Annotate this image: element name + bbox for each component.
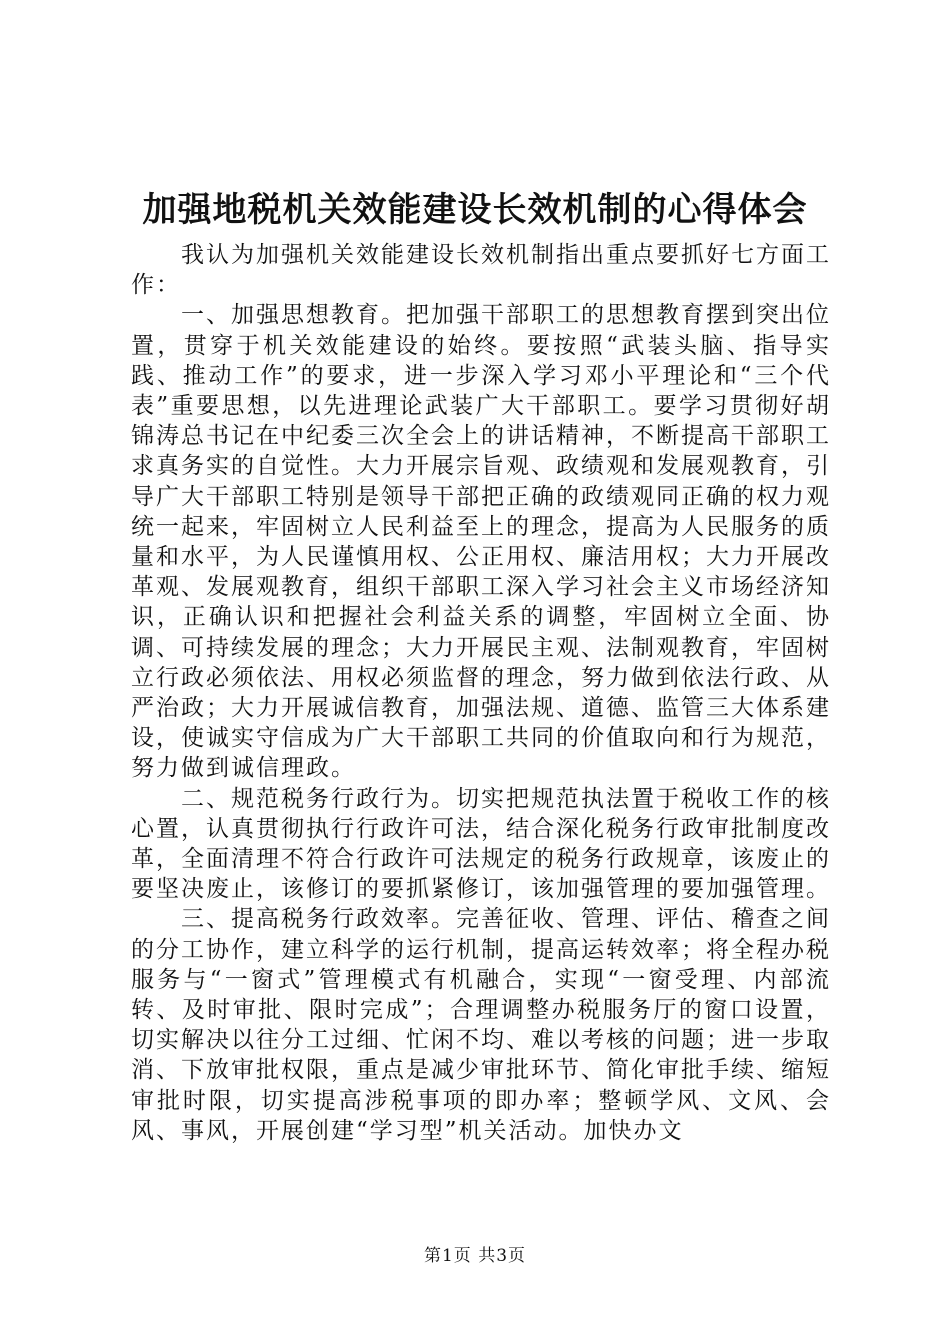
document-title: 加强地税机关效能建设长效机制的心得体会 <box>142 190 808 230</box>
paragraph-intro: 我认为加强机关效能建设长效机制指出重点要抓好七方面工作： <box>131 242 831 299</box>
document-body <box>131 240 831 1146</box>
paragraph-section-1: 一、加强思想教育。把加强干部职工的思想教育摆到突出位置，贯穿于机关效能建设的始终。要按照“武装头脑、指导实践、推动工作”的要求，进一步深入学习邓小平理论和“三个代表”重要思想，以先进理论武装广大干部职工。要学习贯彻好胡锦涛总书记在中纪委三次全会上的讲话精神，不断提高干部职工求真务实的自觉性。大力开展宗旨观、政绩观和发展观教育，引导广大干部职工特别是领导干部把正确的政绩观同正确的权力观统一起来，牢固树立人民利益至上的理念，提高为人民服务的质量和水平，为人民谨慎用权、公正用权、廉洁用权；大力开展改革观、发展观教育，组织干部职工深入学习社会主义市场经济知识，正确认识和把握社会利益关系的调整，牢固树立全面、协调、可持续发展的理念；大力开展民主观、法制观教育，牢固树立行政必须依法、用权必须监督的理念，努力做到依法行政、从严治政；大力开展诚信教育，加强法规、道德、监管三大体系建设，使诚实守信成为广大干部职工共同的价值取向和行为规范，努力做到诚信理政。 <box>131 302 831 782</box>
page-number: 第1页 共3页 <box>423 1246 527 1266</box>
page-footer <box>0 1244 950 1268</box>
paragraph-section-3: 三、提高税务行政效率。完善征收、管理、评估、稽查之间的分工协作，建立科学的运行机制，提高运转效率；将全程办税服务与“一窗式”管理模式有机融合，实现“一窗受理、内部流转、及时审批、限时完成”；合理调整办税服务厅的窗口设置，切实解决以往分工过细、忙闲不均、难以考核的问题；进一步取消、下放审批权限，重点是减少审批环节、简化审批手续、缩短审批时限，切实提高涉税事项的即办率；整顿学风、文风、会风、事风，开展创建“学习型”机关活动。加快办文 <box>131 906 831 1144</box>
paragraph-section-2: 二、规范税务行政行为。切实把规范执法置于税收工作的核心置，认真贯彻执行行政许可法，结合深化税务行政审批制度改革，全面清理不符合行政许可法规定的税务行政规章，该废止的要坚决废止，该修订的要抓紧修订，该加强管理的要加强管理。 <box>131 785 831 903</box>
